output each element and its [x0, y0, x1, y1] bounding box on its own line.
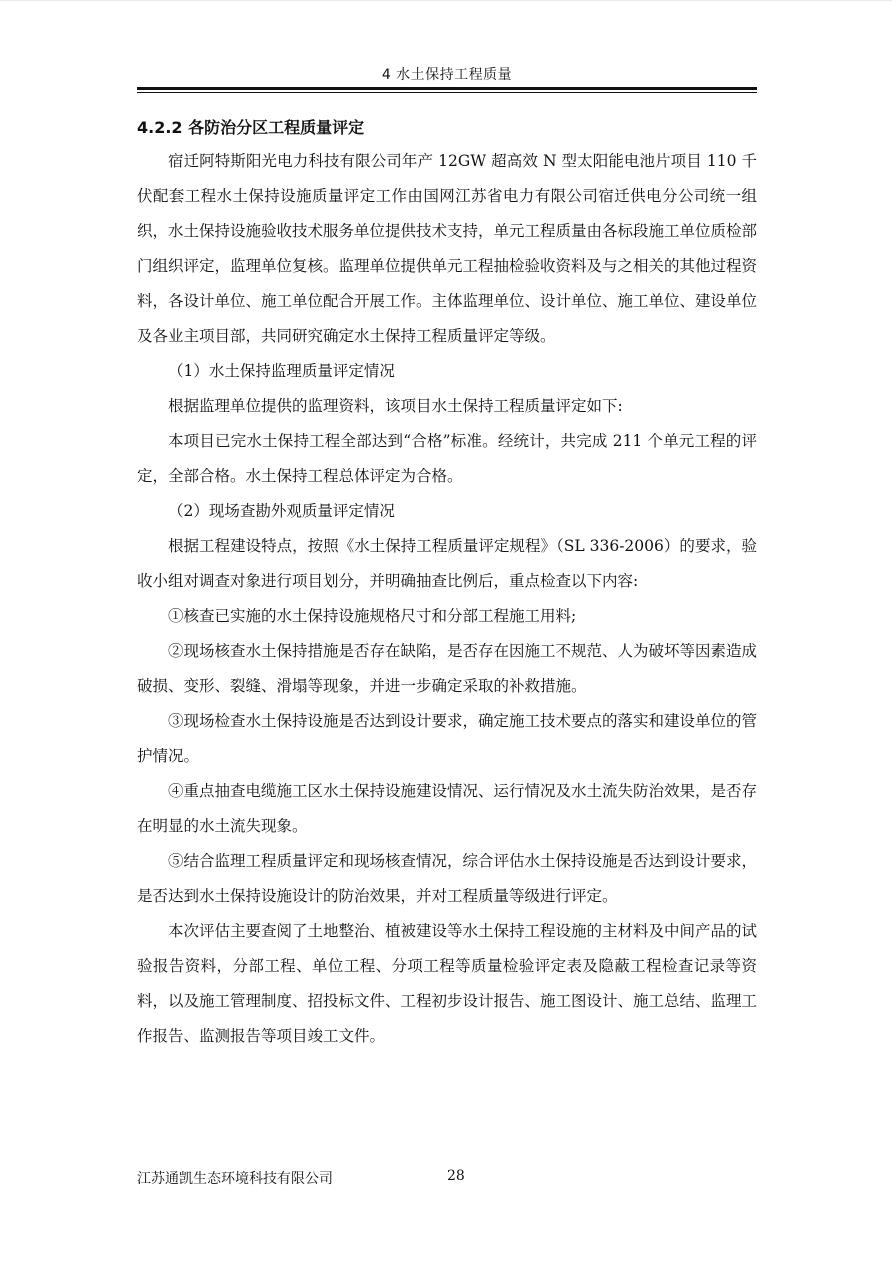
page-number: 28 — [447, 1168, 465, 1184]
subheading-supervision: （1）水土保持监理质量评定情况 — [168, 362, 395, 380]
running-header: 4 水土保持工程质量 — [381, 67, 513, 83]
list-item-1: ①核查已实施的水土保持设施规格尺寸和分部工程施工用料; — [168, 607, 577, 625]
footer-company: 江苏通凯生态环境科技有限公司 — [137, 1171, 333, 1187]
list-item-4: ④重点抽查电缆施工区水土保持设施建设情况、运行情况及水土流失防治效果，是否存在明显的水土流失现象。 — [137, 782, 758, 835]
page-body — [137, 112, 757, 1054]
list-item-5: ⑤结合监理工程质量评定和现场核查情况，综合评估水土保持设施是否达到设计要求，是否达到水土保持设施设计的防治效果，并对工程质量等级进行评定。 — [137, 852, 758, 905]
header-rule-thin — [137, 92, 757, 93]
paragraph-supervision-result: 本项目已完水土保持工程全部达到“合格”标准。经统计，共完成 211 个单元工程的评定，全部合格。水土保持工程总体评定为合格。 — [137, 432, 757, 485]
subheading-site-inspection: （2）现场查勘外观质量评定情况 — [168, 502, 395, 520]
list-item-3: ③现场检查水土保持设施是否达到设计要求，确定施工技术要点的落实和建设单位的管护情况。 — [137, 712, 758, 765]
page-top-edge — [0, 0, 892, 1]
paragraph-supervision-basis: 根据监理单位提供的监理资料，该项目水土保持工程质量评定如下: — [168, 397, 623, 415]
list-item-2: ②现场核查水土保持措施是否存在缺陷，是否存在因施工不规范、人为破坏等因素造成破损、变形、裂缝、滑塌等现象，并进一步确定采取的补救措施。 — [137, 642, 758, 695]
paragraph-documents-reviewed: 本次评估主要查阅了土地整治、植被建设等水土保持工程设施的主材料及中间产品的试验报告资料，分部工程、单位工程、分项工程等质量检验评定表及隐蔽工程检查记录等资料，以及施工管理制度、招投标文件、工程初步设计报告、施工图设计、施工总结、监理工作报告、监测报告等项目竣工文件。 — [137, 922, 758, 1045]
paragraph-inspection-basis: 根据工程建设特点，按照《水土保持工程质量评定规程》（SL 336-2006）的要求，验收小组对调查对象进行项目划分，并明确抽查比例后，重点检查以下内容: — [137, 537, 757, 590]
header-rule-thick — [137, 87, 757, 90]
section-heading: 4.2.2 各防治分区工程质量评定 — [137, 118, 365, 137]
paragraph-intro: 宿迁阿特斯阳光电力科技有限公司年产 12GW 超高效 N 型太阳能电池片项目 110 千伏配套工程水土保持设施质量评定工作由国网江苏省电力有限公司宿迁供电分公司统一组织，水土保持设施验收技术服务单位提供技术支持，单元工程质量由各标段施工单位质检部门组织评定，监理单位复核。监理单位提供单元工程抽检验收资料及与之相关的其他过程资料，各设计单位、施工单位配合开展工作。主体监理单位、设计单位、施工单位、建设单位及各业主项目部，共同研究确定水土保持工程质量评定等级。 — [137, 152, 758, 345]
